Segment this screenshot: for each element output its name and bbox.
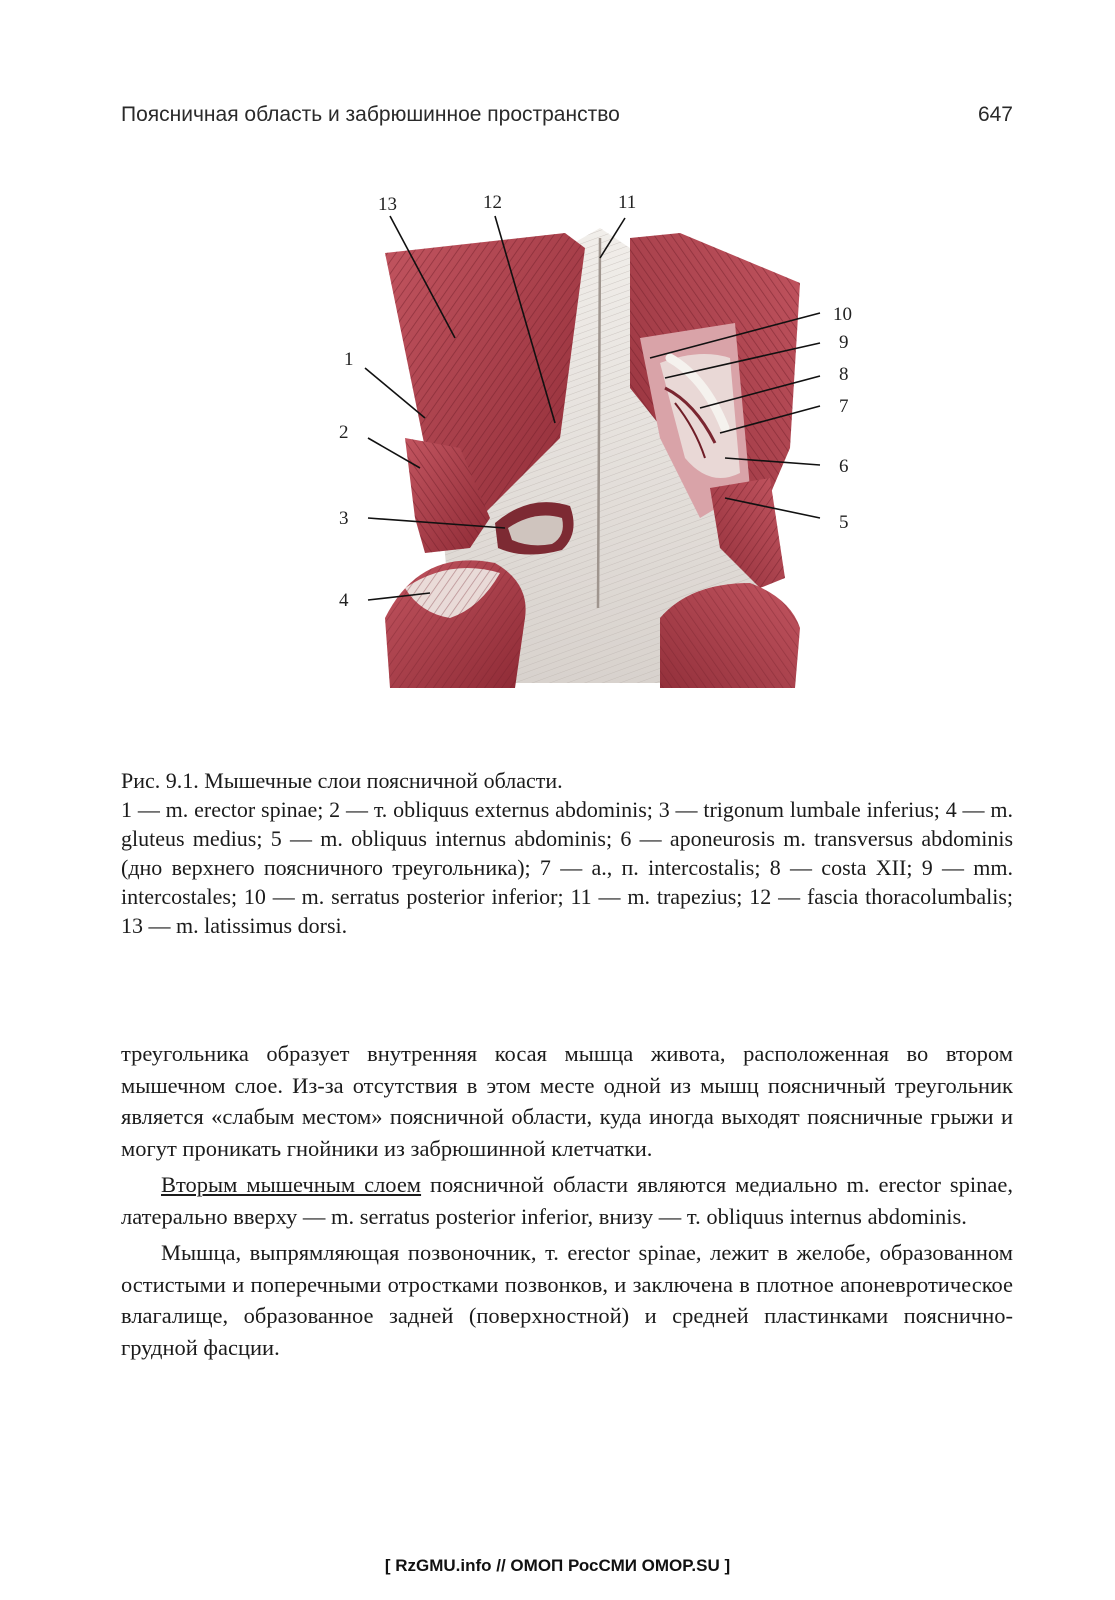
- underlined-term: Вторым мышечным слоем: [161, 1172, 422, 1197]
- figure-label-1: 1: [344, 349, 354, 370]
- running-head: [121, 103, 1013, 127]
- caption-title: Рис. 9.1. Мышечные слои поясничной области.: [121, 768, 563, 793]
- figure-label-6: 6: [839, 456, 849, 477]
- page-number: 647: [977, 103, 1013, 126]
- paragraph-2-rest: поясничной области являются медиально m. erector spinae, латерально вверху — m. serratus posterior inferior, внизу — т. obliquus internus abdominis.: [121, 1172, 1013, 1229]
- paragraph-2: [121, 1169, 1013, 1232]
- figure-label-3: 3: [339, 508, 349, 529]
- figure-label-7: 7: [839, 396, 849, 417]
- caption-legend: 1 — m. erector spinae; 2 — т. obliquus externus abdominis; 3 — trigonum lumbale inferius; 4 — m. gluteus medius; 5 — m. obliquus internus abdominis; 6 — aponeurosis m. transversus abdominis (дно верхнего поясничного треугольника); 7 — а., п. intercostalis; 8 — costa XII; 9 — mm. intercostales; 10 — m. serratus posterior inferior; 11 — m. trapezius; 12 — fascia thoracolumbalis; 13 — m. latissimus dorsi.: [121, 797, 1013, 938]
- figure-label-4: 4: [339, 590, 349, 611]
- paragraph-3: Мышца, выпрямляющая позвоночник, т. erector spinae, лежит в желобе, образованном остистыми и поперечными отростками позвонков, и заключена в плотное апоневротическое влагалище, образованное задней (поверхностной) и средней пластинками пояснично-грудной фасции.: [121, 1240, 1013, 1360]
- figure-label-2: 2: [339, 422, 349, 443]
- anatomy-figure: [330, 188, 870, 718]
- figure-label-5: 5: [839, 512, 849, 533]
- figure-caption: [121, 766, 1013, 940]
- figure-label-10: 10: [833, 304, 852, 325]
- figure-label-9: 9: [839, 332, 849, 353]
- paragraph-1: треугольника образует внутренняя косая мышца живота, расположенная во втором мышечном слое. Из-за отсутствия в этом месте одной из мышц поясничный треугольник является «слабым местом» поясничной области, куда иногда выходят поясничные грыжи и могут проникать гнойники из забрюшинной клетчатки.: [121, 1041, 1013, 1161]
- figure-label-8: 8: [839, 364, 849, 385]
- figure-label-13: 13: [378, 194, 397, 215]
- footer-watermark: [ RzGMU.info // ОМОП РосСМИ OMOP.SU ]: [384, 1556, 731, 1575]
- running-head-title: Поясничная область и забрюшинное пространство: [121, 103, 620, 126]
- figure-label-12: 12: [483, 192, 502, 213]
- lumbar-muscles-illustration: [330, 188, 870, 718]
- figure-label-11: 11: [618, 192, 637, 213]
- body-text: [121, 1038, 1013, 1363]
